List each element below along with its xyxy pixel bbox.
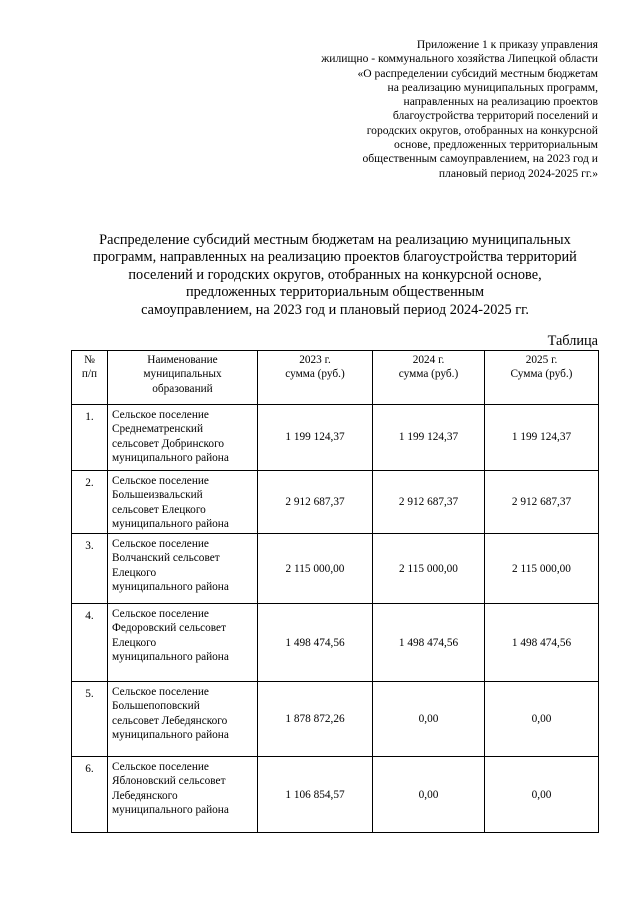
title-line: программ, направленных на реализацию проектов благоустройства территорий [93,249,577,266]
subsidy-table [71,350,599,833]
amount-2023: 1 106 854,57 [258,757,373,833]
title-line: поселений и городских округов, отобранных на конкурсной основе, [128,266,542,283]
name-line: Сельское поселение [112,409,209,421]
header-line: 2024 г. [412,354,445,366]
name-line: муниципального района [112,451,229,464]
name-line: Сельское поселение [112,538,209,551]
name-line: Среднематренский [112,423,204,436]
name-line: Яблоновский сельсовет [112,775,226,788]
row-number: 4. [72,604,108,682]
municipality-name [108,534,258,604]
name-line: муниципального района [112,517,229,530]
appendix-line: городских округов, отобранных на конкурсной [366,123,598,137]
table-row [72,534,599,604]
amount-2023: 1 498 474,56 [258,604,373,682]
amount-2024: 0,00 [373,682,485,757]
title-line: предложенных территориальным общественным [185,284,485,301]
amount-2023: 2 115 000,00 [258,534,373,604]
row-number: 2. [72,471,108,534]
header-line: образований [152,382,213,395]
appendix-note [258,38,598,181]
header-name [108,351,258,405]
municipality-name [108,405,258,471]
header-2024 [373,351,485,405]
table-header-row [72,351,599,405]
name-line: сельсовет Лебедянского [112,714,228,727]
name-line: Волчанский сельсовет [112,552,220,565]
amount-2023: 1 199 124,37 [258,405,373,471]
document-title [70,232,600,319]
amount-2025: 0,00 [485,682,599,757]
name-line: Лебедянского [112,789,178,802]
appendix-line: основе, предложенных территориальным [393,138,598,152]
municipality-name [108,757,258,833]
row-number: 6. [72,757,108,833]
name-line: муниципального района [112,651,229,664]
amount-2025: 2 912 687,37 [485,471,599,534]
amount-2025: 1 498 474,56 [485,604,599,682]
header-line: Сумма (руб.) [510,368,573,381]
header-line: 2025 г. [525,354,558,366]
name-line: Елецкого [112,636,157,649]
appendix-line: Приложение 1 к приказу управления [416,38,598,51]
name-line: муниципального района [112,581,229,594]
name-line: Елецкого [112,566,157,579]
header-line: п/п [81,368,98,381]
name-line: Федоровский сельсовет [112,622,227,635]
amount-2024: 1 498 474,56 [373,604,485,682]
amount-2024: 2 115 000,00 [373,534,485,604]
amount-2025: 1 199 124,37 [485,405,599,471]
amount-2025: 0,00 [485,757,599,833]
amount-2025: 2 115 000,00 [485,534,599,604]
header-2025 [485,351,599,405]
table-row [72,405,599,471]
name-line: Сельское поселение [112,475,209,487]
appendix-line: «О распределении субсидий местным бюджетам [357,66,598,80]
municipality-name [108,471,258,534]
row-number: 3. [72,534,108,604]
name-line: Сельское поселение [112,686,209,699]
table-row [72,604,599,682]
appendix-line: благоустройства территорий поселений и [392,109,598,123]
header-line: № [84,354,95,366]
table-caption: Таблица [547,333,598,349]
amount-2024: 0,00 [373,757,485,833]
appendix-line: плановый период 2024-2025 гг.» [438,166,598,180]
header-line: сумма (руб.) [398,368,459,381]
table-row [72,682,599,757]
municipality-name [108,604,258,682]
header-line: 2023 г. [299,354,331,366]
table-row [72,757,599,833]
title-line: Распределение субсидий местным бюджетам на реализацию муниципальных [99,232,571,248]
row-number: 5. [72,682,108,757]
header-line: муниципальных [143,368,222,381]
title-line: самоуправлением, на 2023 год и плановый период 2024-2025 гг. [141,301,529,318]
appendix-line: на реализацию муниципальных программ, [387,80,598,94]
municipality-name [108,682,258,757]
name-line: муниципального района [112,804,229,817]
header-number [72,351,108,405]
amount-2023: 2 912 687,37 [258,471,373,534]
name-line: сельсовет Елецкого [112,503,206,516]
header-line: Наименование [147,354,218,366]
appendix-line: направленных на реализацию проектов [403,95,598,109]
amount-2024: 1 199 124,37 [373,405,485,471]
amount-2023: 1 878 872,26 [258,682,373,757]
name-line: сельсовет Добринского [112,437,225,450]
name-line: Большепоповский [112,700,200,713]
appendix-line: жилищно - коммунального хозяйства Липецкой области [321,52,598,66]
name-line: муниципального района [112,729,229,742]
amount-2024: 2 912 687,37 [373,471,485,534]
table-row [72,471,599,534]
appendix-line: общественным самоуправлением, на 2023 год и [362,152,598,166]
header-2023 [258,351,373,405]
name-line: Большеизвальский [112,489,203,502]
header-line: сумма (руб.) [285,368,345,381]
row-number: 1. [72,405,108,471]
name-line: Сельское поселение [112,761,209,774]
name-line: Сельское поселение [112,608,209,621]
